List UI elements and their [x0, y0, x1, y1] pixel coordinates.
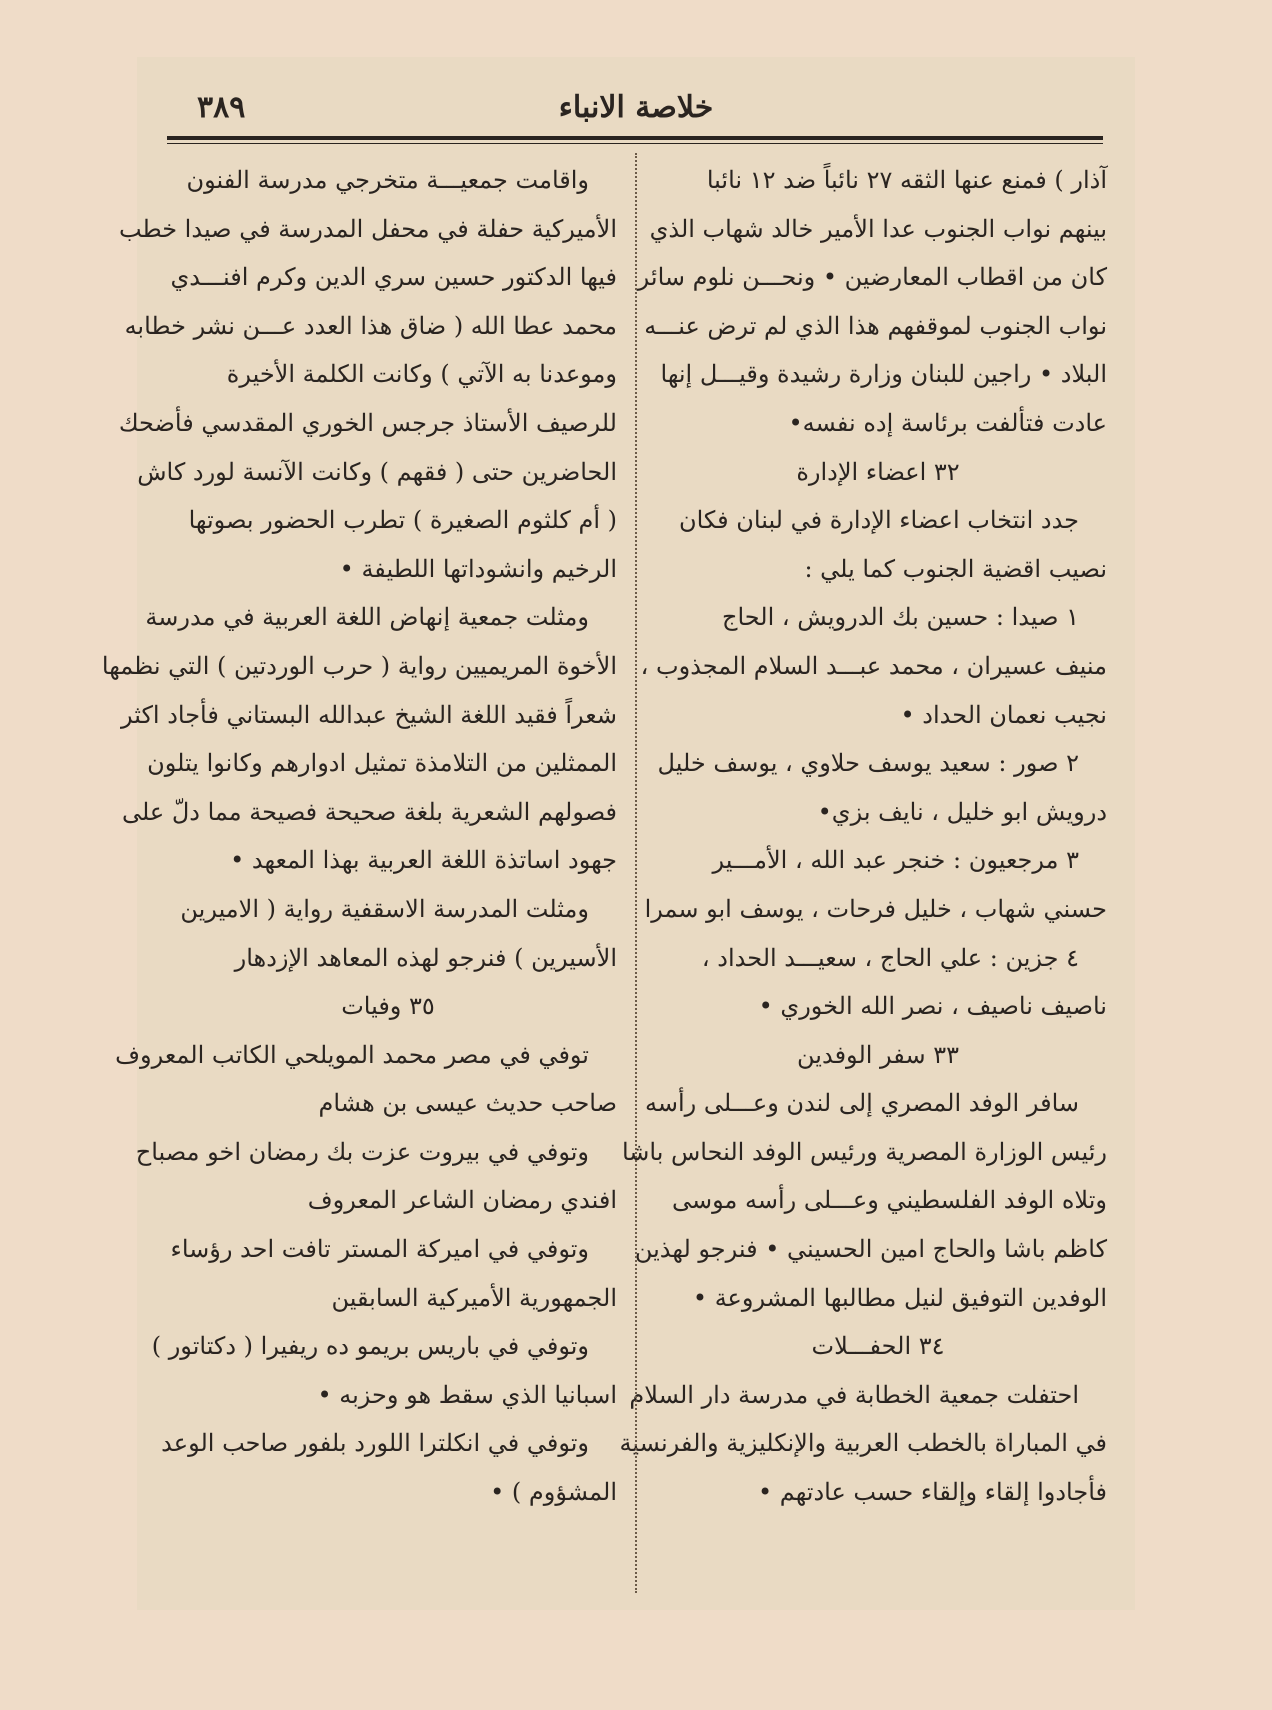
- text-line: ومثلت المدرسة الاسقفية رواية ( الاميرين: [180, 894, 589, 923]
- text-line: جهود اساتذة اللغة العربية بهذا المعهد •: [230, 846, 617, 875]
- text-line: في المباراة بالخطب العربية والإنكليزية والفرنسية: [619, 1429, 1107, 1458]
- text-line: الممثلين من التلامذة تمثيل ادوارهم وكانوا يتلون: [147, 749, 617, 778]
- text-line: المشؤوم ) •: [490, 1478, 617, 1507]
- text-line: فيها الدكتور حسين سري الدين وكرم افنـــدي: [170, 263, 617, 292]
- text-line: البلاد • راجين للبنان وزارة رشيدة وقيـــل إنها: [660, 360, 1107, 389]
- page-number: ٣٨٩: [197, 90, 246, 125]
- text-line: كان من اقطاب المعارضين • ونحـــن نلوم سائر: [637, 263, 1107, 292]
- text-line: توفي في مصر محمد المويلحي الكاتب المعروف: [115, 1040, 589, 1069]
- text-line: جدد انتخاب اعضاء الإدارة في لبنان فكان: [678, 506, 1079, 535]
- text-line: عادت فتألفت برئاسة إده نفسه•: [788, 408, 1107, 437]
- text-line: ٤ جزين : علي الحاج ، سعيـــد الحداد ،: [701, 943, 1079, 972]
- text-line: محمد عطا الله ( ضاق هذا العدد عـــن نشر خطابه: [124, 311, 617, 340]
- section-heading: ٣٤ الحفـــلات: [811, 1332, 945, 1361]
- text-line: ٢ صور : سعيد يوسف حلاوي ، يوسف خليل: [657, 749, 1079, 778]
- text-line: واقامت جمعيـــة متخرجي مدرسة الفنون: [186, 166, 589, 194]
- column-divider: [635, 153, 637, 1593]
- text-line: نجيب نعمان الحداد •: [900, 700, 1107, 729]
- text-line: الوفدين التوفيق لنيل مطالبها المشروعة •: [692, 1283, 1107, 1312]
- text-line: بينهم نواب الجنوب عدا الأمير خالد شهاب الذي: [649, 214, 1107, 243]
- text-line: ناصيف ناصيف ، نصر الله الخوري •: [758, 992, 1107, 1021]
- page-header: [167, 82, 1105, 134]
- header-rule-thin: [167, 143, 1103, 144]
- text-line: نصيب اقضية الجنوب كما يلي :: [804, 554, 1107, 583]
- text-line: ومثلت جمعية إنهاض اللغة العربية في مدرسة: [145, 603, 589, 632]
- text-line: رئيس الوزارة المصرية ورئيس الوفد النحاس باشا: [621, 1137, 1107, 1166]
- text-line: منيف عسيران ، محمد عبـــد السلام المجذوب ،: [640, 651, 1107, 680]
- header-rule-thick: [167, 136, 1103, 140]
- text-line: الرخيم وانشوداتها اللطيفة •: [339, 554, 617, 583]
- text-line: درويش ابو خليل ، نايف بزي•: [817, 797, 1107, 826]
- text-line: للرصيف الأستاذ جرجس الخوري المقدسي فأضحك: [118, 408, 617, 437]
- text-line: فصولهم الشعرية بلغة صحيحة فصيحة مما دلّ على: [121, 797, 617, 826]
- left-column: [101, 156, 617, 1596]
- text-line: حسني شهاب ، خليل فرحات ، يوسف ابو سمرا: [644, 894, 1107, 923]
- text-line: الأميركية حفلة في محفل المدرسة في صيدا خطب: [118, 214, 617, 243]
- text-line: الجمهورية الأميركية السابقين: [331, 1283, 617, 1312]
- section-heading: ٣٥ وفيات: [341, 992, 435, 1021]
- text-line: فأجادوا إلقاء وإلقاء حسب عادتهم •: [757, 1478, 1107, 1507]
- text-line: ١ صيدا : حسين بك الدرويش ، الحاج: [722, 603, 1079, 632]
- text-line: وتوفي في انكلترا اللورد بلفور صاحب الوعد: [161, 1429, 589, 1458]
- text-line: نواب الجنوب لموقفهم هذا الذي لم ترض عنـــه: [644, 311, 1107, 340]
- text-line: الأخوة المريميين رواية ( حرب الوردتين ) التي نظمها: [101, 651, 617, 680]
- text-line: وتوفي في اميركة المستر تافت احد رؤساء: [170, 1235, 589, 1264]
- running-title: خلاصة الانباء: [558, 90, 714, 125]
- document-page: [101, 57, 1135, 1610]
- section-heading: ٣٣ سفر الوفدين: [797, 1040, 959, 1069]
- text-line: وموعدنا به الآتي ) وكانت الكلمة الأخيرة: [226, 360, 617, 389]
- right-column: [619, 156, 1107, 1596]
- text-line: الحاضرين حتى ( فقهم ) وكانت الآنسة لورد كاش: [137, 457, 617, 486]
- text-line: الأسيرين ) فنرجو لهذه المعاهد الإزدهار: [234, 943, 617, 972]
- text-line: وتوفي في بيروت عزت بك رمضان اخو مصباح: [135, 1137, 589, 1166]
- text-line: صاحب حديث عيسى بن هشام: [318, 1089, 617, 1118]
- text-line: آذار ) فمنع عنها الثقه ٢٧ نائباً ضد ١٢ نائبا: [706, 166, 1107, 194]
- text-line: شعراً فقيد اللغة الشيخ عبدالله البستاني فأجاد اكثر: [121, 700, 617, 729]
- text-line: اسبانيا الذي سقط هو وحزبه •: [317, 1380, 617, 1409]
- text-line: وتلاه الوفد الفلسطيني وعـــلى رأسه موسى: [672, 1186, 1107, 1215]
- text-line: ( أم كلثوم الصغيرة ) تطرب الحضور بصوتها: [188, 506, 617, 535]
- text-line: كاظم باشا والحاج امين الحسيني • فنرجو لهذين: [634, 1235, 1107, 1264]
- text-line: احتفلت جمعية الخطابة في مدرسة دار السلام: [629, 1380, 1079, 1409]
- section-heading: ٣٢ اعضاء الإدارة: [796, 457, 960, 486]
- text-line: ٣ مرجعيون : خنجر عبد الله ، الأمـــير: [712, 846, 1079, 875]
- text-line: سافر الوفد المصري إلى لندن وعـــلى رأسه: [644, 1089, 1079, 1118]
- text-line: وتوفي في باريس بريمو ده ريفيرا ( دكتاتور ): [151, 1332, 589, 1361]
- text-line: افندي رمضان الشاعر المعروف: [307, 1186, 617, 1215]
